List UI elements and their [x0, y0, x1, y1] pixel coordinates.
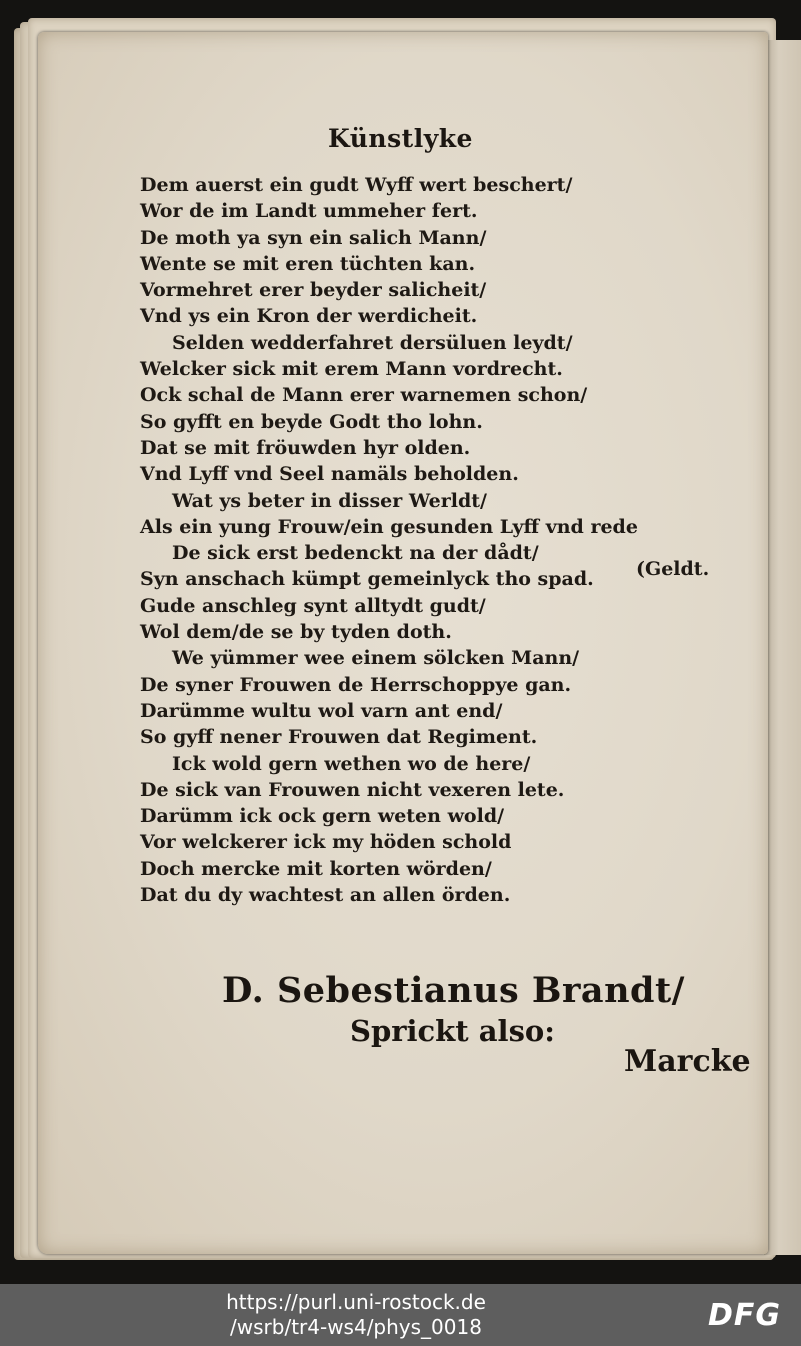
url-line-2[interactable]: /wsrb/tr4-ws4/phys_0018: [230, 1315, 482, 1339]
verse-line: Vnd Lyff vnd Seel namäls beholden.: [140, 463, 519, 486]
verse-line: Wor de im Landt ummeher fert.: [140, 200, 478, 223]
verse-line: Doch mercke mit korten wörden/: [140, 857, 492, 880]
dfg-logo: DFG: [708, 1298, 782, 1333]
verse-line: Dat du dy wachtest an allen örden.: [140, 884, 511, 907]
verse-line: Wente se mit eren tüchten kan.: [140, 252, 476, 275]
book-gutter: [764, 40, 801, 1255]
verse-line: Wol dem/de se by tyden doth.: [140, 621, 452, 644]
verse-line: Syn anschach kümpt gemeinlyck tho spad.: [140, 568, 594, 591]
verse-line: Gude anschleg synt alltydt gudt/: [140, 594, 486, 617]
verse-line: De moth ya syn ein salich Mann/: [140, 226, 487, 249]
verse-line: Als ein yung Frouw/ein gesunden Lyff vnd rede: [140, 515, 638, 538]
overflow-word: (Geldt.: [636, 558, 710, 580]
verse-line: Ock schal de Mann erer warnemen schon/: [140, 384, 588, 407]
verse-line: De syner Frouwen de Herrschoppye gan.: [140, 673, 572, 696]
author-subheading: Sprickt also:: [350, 1014, 555, 1048]
verse-line: Dem auerst ein gudt Wyff wert beschert/: [140, 174, 573, 196]
running-head: Künstlyke: [328, 124, 473, 153]
verse-line: Selden wedderfahret dersüluen leydt/: [172, 331, 573, 354]
verse-block: [140, 172, 740, 908]
verse-line: Vormehret erer beyder salicheit/: [140, 279, 487, 302]
verse-line: Vor welckerer ick my höden schold: [140, 831, 512, 854]
verse-line: So gyfft en beyde Godt tho lohn.: [140, 410, 483, 433]
verse-line: Darümme wultu wol varn ant end/: [140, 699, 503, 722]
persistent-url: [0, 1290, 712, 1340]
verse-line: Dat se mit fröuwden hyr olden.: [140, 436, 471, 459]
catchword: Marcke: [624, 1044, 751, 1079]
verse-line: Welcker sick mit erem Mann vordrecht.: [140, 358, 563, 381]
verse-line: Darümm ick ock gern weten wold/: [140, 805, 505, 828]
verse-line: De sick erst bedenckt na der dådt/: [172, 542, 539, 565]
verse-line: So gyff nener Frouwen dat Regiment.: [140, 726, 538, 749]
url-line-1[interactable]: https://purl.uni-rostock.de: [226, 1290, 486, 1314]
verse-line: We yümmer wee einem sölcken Mann/: [172, 647, 580, 670]
verse-line: Ick wold gern wethen wo de here/: [172, 752, 531, 775]
verse-line: Wat ys beter in disser Werldt/: [172, 489, 487, 512]
verse-line: Vnd ys ein Kron der werdicheit.: [140, 305, 478, 328]
author-heading: D. Sebestianus Brandt/: [222, 970, 685, 1011]
verse-line: De sick van Frouwen nicht vexeren lete.: [140, 778, 565, 801]
